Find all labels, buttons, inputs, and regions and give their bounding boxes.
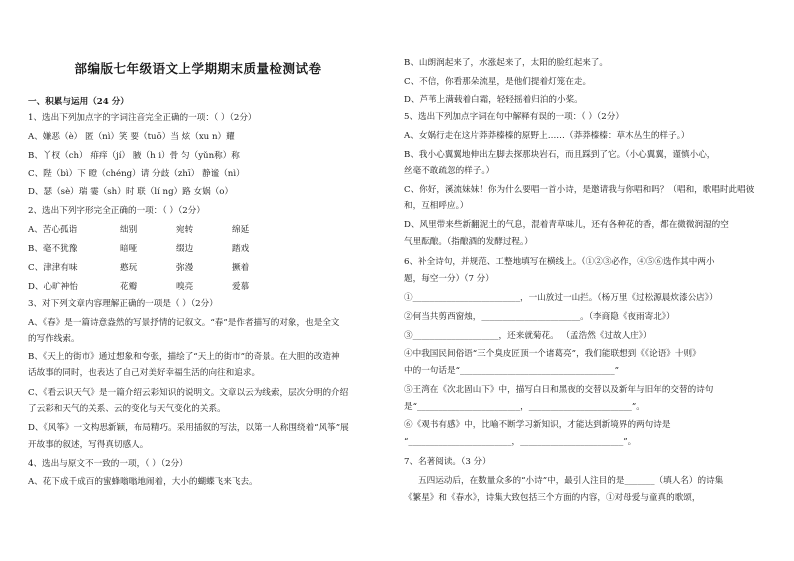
q5-stem: 5、选出下列加点字词在句中解释有误的一项：（ ）（2分） [404,112,624,122]
q3-option-c-cont: 了云彩和天气的关系、云的变化与天气变化的关系。 [28,404,226,414]
q5-option-d: D、风里带来些新翻泥土的气息，混着青草味儿，还有各种花的香，都在微微润湿的空 [404,220,729,230]
q7-paragraph-cont: 《繁星》和《春水》，诗集大致包括三个方面的内容，①对母爱与童真的歌颂， [404,493,701,503]
q6-line-4-cont: 中的一句话是“____________________________________” [404,366,620,376]
q6-line-5-cont: 是“________________________，________________________”。 [404,402,645,412]
q2-cell: 爱慕 [232,282,250,292]
q7-stem: 7、名著阅读。（3 分） [404,457,491,467]
q6-line-1: ①_________________________，一山放过一山拦。（杨万里《过松源晨炊漆公店》） [404,293,718,303]
q5-option-b: B、我小心翼翼地伸出左脚去探那块岩石，而且踩到了它。（小心翼翼，谨慎小心， [404,150,716,160]
q6-line-3: ③____________________，还来就菊花。 （孟浩然《过故人庄》） [404,331,652,341]
q5-option-c-cont: 和，互相呼应。） [404,201,469,211]
q1-option-a: A、嫌恶（è） 匿（nì）笑 要（tuō）当 炫（xu n）耀 [28,132,235,142]
q1-stem: 1、选出下列加点字的字词注音完全正确的一项：（ ）（2分） [28,113,257,123]
q1-option-d: D、瑟（sè）瑞 霎（sh）时 联（lí ng）路 女娲（o） [28,187,234,197]
q3-option-a: A、《春》是一篇诗意盎然的写景抒情的记叙文。“春”是作者描写的对象，也是全文 [28,318,340,328]
q3-option-a-cont: 的写作线索。 [28,334,80,344]
q2-cell: 嗅亮 [176,282,194,292]
q6-line-6: ⑥《观书有感》中，比喻不断学习新知识，才能达到新境界的两句诗是 [404,420,671,430]
q4-option-b: B、山朗润起来了，水涨起来了，太阳的脸红起来了。 [404,58,608,68]
q5-option-d-cont: 气里酝酿。（指酿酒的发酵过程。） [404,237,533,247]
q3-option-b-cont: 话故事的同时，也表达了自己对美好幸福生活的向往和追求。 [28,368,261,378]
q6-line-6-cont: “________________________，________________________”。 [404,437,637,447]
section-heading: 一、积累与运用（24 分） [28,97,129,107]
q4-stem: 4、选出与原文不一致的一项，（ ）（2分） [28,459,188,469]
q6-stem: 6、补全诗句，并规范、工整地填写在横线上。（①②③必作，④⑤⑥选作其中两小 [404,257,715,267]
q2-cell: 暗哑 [120,244,138,254]
q2-cell: 绌别 [120,225,138,235]
q4-option-a: A、花下成千成百的蜜蜂嗡嗡地闹着，大小的蝴蝶飞来飞去。 [28,477,258,487]
q6-line-4: ④中我国民间俗语“三个臭皮匠顶一个诸葛亮”，我们能联想到《《论语》十则》 [404,349,701,359]
q2-cell: 缀边 [176,244,194,254]
q1-option-c: C、陛（bì）下 瞪（chéng）请 分歧（zhī） 静谧（nì） [28,169,245,179]
q2-cell: B、毫不犹豫 [28,244,78,254]
q3-option-c: C、《看云识天气》是一篇介绍云彩知识的说明文。文章以云为线索，层次分明的介绍 [28,388,349,398]
q2-cell: 憨玩 [120,263,138,273]
q1-option-b: B、丫杈（ch） 痱痒（jí） 腋（h i）骨 匀（yǔn称）称 [28,151,240,161]
q2-cell: 绵延 [232,225,250,235]
q2-cell: A、苦心孤诣 [28,225,78,235]
q2-cell: 弥漫 [176,263,194,273]
q5-option-c: C、你好，溪流妹妹！你为什么要唱一首小诗，是邀请我与你唱和吗？（唱和，歌唱时此唱彼 [404,185,755,195]
q2-cell: C、津津有味 [28,263,78,273]
q6-stem-cont: 题，每空一分）（7 分） [404,274,494,284]
q2-cell: D、心旷神怡 [28,282,78,292]
q6-line-2: ②何当共剪西窗烛，_______________________。（李商隐《夜雨寄北》） [404,312,675,322]
q2-stem: 2、选出下列字形完全正确的一项：（ ）（2分） [28,206,205,216]
q6-line-5: ⑤王湾在《次北固山下》中，描写白日和黑夜的交替以及新年与旧年的交替的诗句 [404,385,714,395]
q2-cell: 踏戏 [232,244,250,254]
q7-paragraph: 五四运动后，在数量众多的“小诗”中，最引人注目的是_______（填人名）的诗集 [418,476,724,486]
q4-option-d: D、芦苇上满载着白霜，轻轻摇着归泊的小桨。 [404,95,583,105]
q3-option-d: D、《风筝》一文构思新颖，布局精巧。采用插叙的写法，以第一人称围绕着“风筝”展 [28,423,349,433]
q2-cell: 宛转 [176,225,194,235]
q2-cell: 撅着 [232,263,250,273]
exam-title: 部编版七年级语文上学期期末质量检测试卷 [74,61,322,76]
q5-option-a: A、女娲行走在这片莽莽榛榛的原野上……（莽莽榛榛：草木丛生的样子。） [404,131,690,141]
q5-option-b-cont: 丝毫不敢疏忽的样子。） [404,166,495,176]
q3-option-b: B、《天上的街市》通过想象和夸张，描绘了“天上的街市”的奇景。在大胆的改造神 [28,352,340,362]
q2-cell: 花瓣 [120,282,138,292]
q3-option-d-cont: 开故事的叙述，写得真切感人。 [28,440,149,450]
q4-option-c: C、不信，你看那朵流星，是他们提着灯笼在走。 [404,77,592,87]
q3-stem: 3、对下列文章内容理解正确的一项是（ ）（2分） [28,299,218,309]
